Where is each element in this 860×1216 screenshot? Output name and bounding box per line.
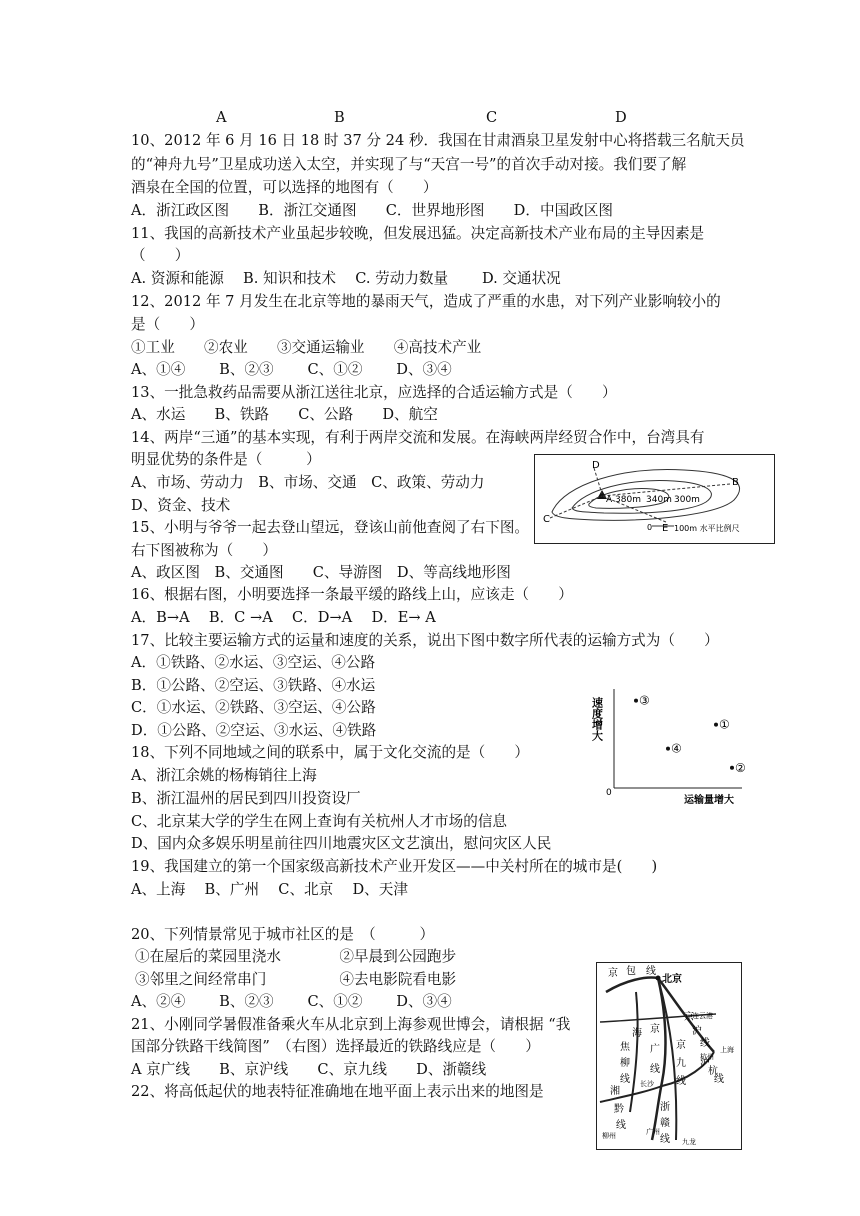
q17-option-c: C．①水运、②铁路、③空运、④公路 (131, 699, 376, 716)
option-c: C (486, 109, 498, 126)
elev-b-label: 340m (646, 495, 672, 505)
q22-line1: 22、将高低起伏的地表特征准确地在地平面上表示出来的地图是 (131, 1083, 544, 1100)
origin-label: 0 (606, 788, 612, 798)
q15-options: A、政区图 B、交通图 C、导游图 D、等高线地形图 (131, 564, 511, 581)
line-char-6: 线 (700, 1038, 710, 1049)
q15-line2: 右下图被称为（ ） (131, 542, 277, 559)
q17-option-b: B．①公路、②空运、③铁路、④水运 (131, 677, 376, 694)
q15-line1: 15、小明与爷爷一起去登山望远，登该山前他查阅了右下图。 (131, 519, 530, 536)
q14-options2: D、资金、技术 (131, 497, 231, 514)
q17-line1: 17、比较主要运输方式的运量和速度的关系，说出下图中数字所代表的运输方式为（ ） (131, 632, 719, 649)
q20-line1: 20、下列情景常见于城市社区的是 （ ） (131, 926, 435, 943)
option-b: B (334, 109, 345, 126)
q11-line1: 11、我国的高新技术产业虽起步较晚，但发展迅猛。决定高新技术产业布局的主导因素是 (131, 225, 705, 242)
scale-zero: 0 (647, 523, 653, 532)
contour-map-figure (534, 454, 775, 544)
q18-option-b: B、浙江温州的居民到四川投资设厂 (131, 790, 361, 807)
line-char-11: 柳 (620, 1058, 630, 1069)
city-dot-beijing (656, 976, 661, 981)
option-d: D (615, 109, 627, 126)
city-jiulong: 九龙 (682, 1138, 696, 1146)
q12-options: A、①④ B、②③ C、①② D、③④ (131, 361, 452, 378)
line-char-1: 京 (608, 968, 618, 979)
elev-c-label: 300m (674, 495, 700, 505)
q17-option-d: D．①公路、②空运、③水运、④铁路 (131, 722, 377, 739)
line-char-13: 京 (650, 1024, 660, 1035)
line-char-16: 京 (676, 1040, 686, 1051)
line-char-12: 线 (620, 1074, 630, 1085)
q21-line1: 21、小刚同学暑假准备乘火车从北京到上海参观世博会，请根据 “我 (131, 1016, 571, 1033)
q16-line1: 16、根据右图，小明要选择一条最平缓的路线上山，应该走（ ） (131, 586, 573, 603)
label-b: B (732, 477, 739, 488)
line-char-7: 沪 (700, 1058, 710, 1069)
line-char-15: 线 (650, 1064, 660, 1075)
q11-options: A. 资源和能源 B. 知识和技术 C. 劳动力数量 D. 交通状况 (131, 270, 561, 287)
rail-map-figure (596, 962, 742, 1150)
line-char-4: 京 (684, 1012, 694, 1023)
q10-options: A．浙江政区图 B．浙江交通图 C．世界地形图 D．中国政区图 (131, 202, 613, 219)
q12-line1: 12、2012 年 7 月发生在北京等地的暴雨天气，造成了严重的水患，对下列产业影响较小的 (131, 293, 721, 310)
city-liuzhou: 柳州 (602, 1132, 616, 1140)
line-char-19: 浙 (660, 1102, 670, 1113)
line-char-18: 线 (676, 1076, 686, 1087)
q13-options: A、水运 B、铁路 C、公路 D、航空 (131, 406, 438, 423)
q18-option-d: D、国内众多娱乐明星前往四川地震灾区文艺演出，慰问灾区人民 (131, 835, 552, 852)
line-char-14: 广 (650, 1044, 660, 1055)
scale-label: 100m 水平比例尺 (674, 524, 740, 533)
q16-options: A．B→A B．C →A C．D→A D．E→ A (131, 609, 436, 626)
q14-line2: 明显优势的条件是（ ） (131, 451, 321, 468)
transport-point-label-1: ③ (639, 693, 650, 708)
elev-a-label: A 380m (606, 495, 641, 505)
line-char-20: 赣 (660, 1118, 670, 1129)
city-shanghai: 上海 (720, 1046, 734, 1054)
q18-line1: 18、下列不同地域之间的联系中，属于文化交流的是（ ） (131, 744, 530, 761)
q21-options: A 京广线 B、京沪线 C、京九线 D、浙赣线 (131, 1061, 487, 1078)
city-changsha: 长沙 (640, 1080, 654, 1088)
line-char-17: 九 (676, 1058, 686, 1069)
label-c: C (543, 514, 550, 525)
line-char-9: 线 (714, 1074, 724, 1085)
option-a: A (216, 109, 227, 126)
transport-point-2 (714, 723, 718, 727)
q17-option-a: A．①铁路、②水运、③空运、④公路 (131, 654, 376, 671)
transport-point-1 (634, 699, 638, 703)
transport-chart-figure (590, 683, 746, 809)
q20-items2: ③邻里之间经常串门 ④去电影院看电影 (135, 971, 457, 988)
label-e: E (662, 523, 669, 534)
transport-point-3 (666, 747, 670, 751)
city-beijing: 北京 (662, 974, 682, 985)
q19-options: A、上海 B、广州 C、北京 D、天津 (131, 881, 408, 898)
q20-items1: ①在屋后的菜园里浇水 ②早晨到公园跑步 (135, 948, 457, 965)
q20-options: A、②④ B、②③ C、①② D、③④ (131, 993, 452, 1010)
line-char-8: 杭 (708, 1066, 718, 1077)
line-char-10: 焦 (620, 1042, 630, 1053)
q10-line3: 酒泉在全国的位置，可以选择的地图有（ ） (131, 179, 438, 196)
line-char-2: 包 (626, 966, 636, 977)
q13-line1: 13、一批急救药品需要从浙江送往北京，应选择的合适运输方式是（ ） (131, 384, 617, 401)
line-char-22: 湘 (610, 1086, 620, 1097)
ylabel-1: 速度增大 (590, 697, 604, 741)
q12-items: ①工业 ②农业 ③交通运输业 ④高技术产业 (131, 339, 482, 356)
q10-line1: 10、2012 年 6 月 16 日 18 时 37 分 24 秒．我国在甘肃酒泉卫星发射中心将搭载三名航天员 (131, 132, 745, 149)
city-guangzhou: 广州 (646, 1128, 660, 1136)
q12-line2: 是（ ） (131, 316, 204, 333)
city-hangzhou: 杭州 (700, 1053, 714, 1061)
q11-line2: （ ） (131, 247, 190, 264)
top-option-row (0, 108, 860, 128)
xlabel: 运输量增大 (684, 795, 734, 806)
transport-point-label-2: ① (719, 717, 730, 732)
label-d: D (592, 460, 600, 471)
q19-line1: 19、我国建立的第一个国家级高新技术产业开发区——中关村所在的城市是( ) (131, 858, 658, 875)
line-char-24: 线 (616, 1120, 626, 1131)
q21-line2: 国部分铁路干线简图” （右图）选择最近的铁路线应是（ ） (131, 1038, 540, 1055)
q14-options1: A、市场、劳动力 B、市场、交通 C、政策、劳动力 (131, 474, 485, 491)
line-char-21: 线 (660, 1134, 670, 1145)
q18-option-a: A、浙江余姚的杨梅销往上海 (131, 767, 317, 784)
line-char-5: 沪 (692, 1026, 702, 1037)
q14-line1: 14、两岸“三通”的基本实现，有利于两岸交流和发展。在海峡两岸经贸合作中，台湾具有 (131, 429, 705, 446)
line-char-25: 海 (632, 1028, 642, 1039)
city-lianyungang: 连云港 (692, 1012, 713, 1020)
line-char-23: 黔 (614, 1104, 624, 1115)
transport-point-4 (730, 766, 734, 770)
transport-point-label-4: ② (735, 760, 746, 775)
q18-option-c: C、北京某大学的学生在网上查询有关杭州人才市场的信息 (131, 813, 508, 830)
line-char-3: 线 (646, 966, 656, 977)
transport-point-label-3: ④ (671, 741, 682, 756)
q10-line2: 的“神舟九号”卫星成功送入太空，并实现了与“天宫一号”的首次手动对接。我们要了解 (131, 156, 687, 173)
